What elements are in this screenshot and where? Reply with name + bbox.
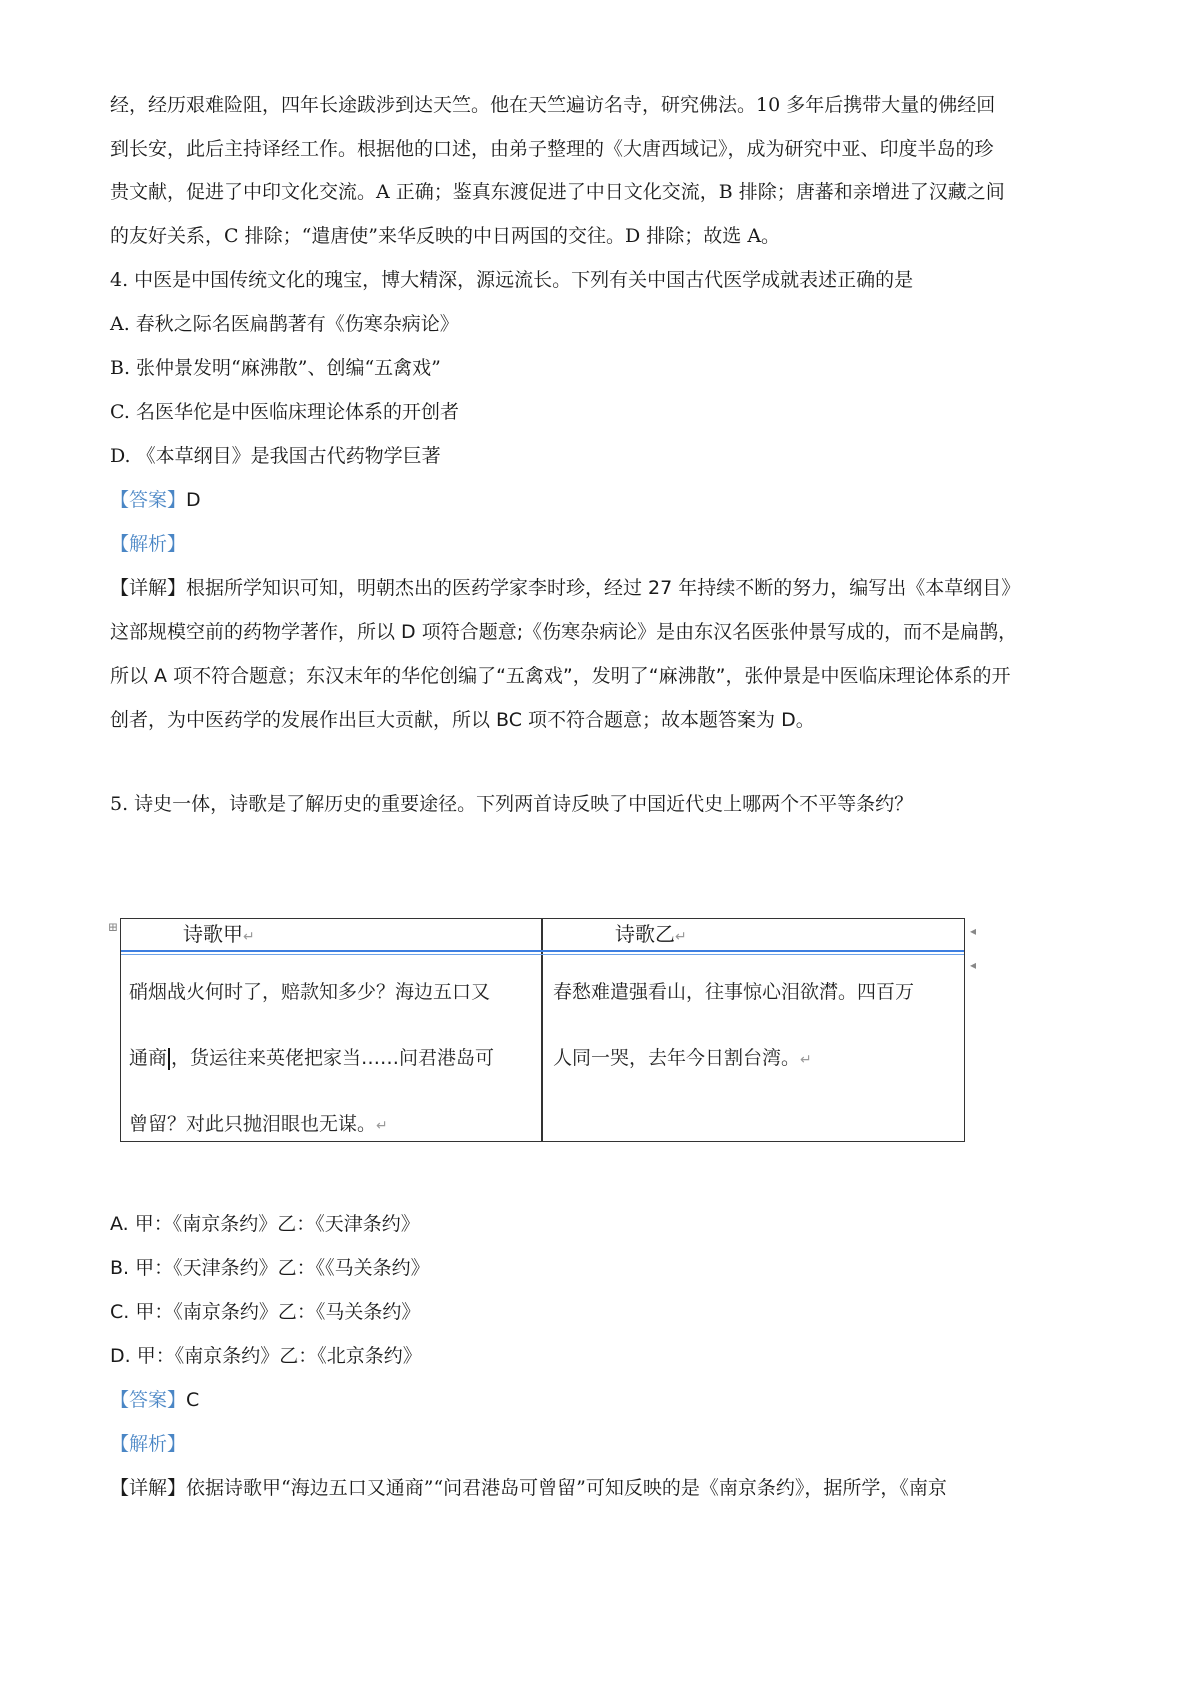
detail-text: 依据诗歌甲“海边五口又通商”“问君港岛可曾留”可知反映的是《南京条约》，据所学，《南京 (186, 1477, 947, 1499)
poem-a-body (129, 959, 539, 1159)
q4-analysis (110, 530, 186, 558)
table-column-divider (541, 919, 543, 1141)
q4-option-c: C. 名医华佗是中医临床理论体系的开创者 (110, 401, 459, 423)
paragraph-mark-icon: ↵ (243, 929, 255, 945)
answer-value: C (186, 1389, 200, 1411)
row-marker-icon: ◂ (970, 958, 977, 972)
table-header-border (121, 950, 964, 952)
poem-b-text: 人同一哭，去年今日割台湾。 (553, 1047, 801, 1069)
poem-b-line (553, 1025, 963, 1093)
paragraph-mark-icon: ↵ (675, 929, 687, 945)
question-5-text: 5. 诗史一体，诗歌是了解历史的重要途径。下列两首诗反映了中国近代史上哪两个不平等条约？ (110, 793, 914, 815)
table-move-handle-icon[interactable]: ⊞ (108, 920, 119, 934)
analysis-label: 【解析】 (110, 1433, 187, 1455)
row-marker-icon: ◂ (970, 924, 977, 938)
explanation-line: 贵文献，促进了中印文化交流。A 正确；鉴真东渡促进了中日文化交流，B 排除；唐蕃和亲增进了汉藏之间 (110, 181, 1005, 203)
poem-a-heading (183, 921, 255, 950)
poem-a-text: 曾留？对此只抛泪眼也无谋。 (129, 1113, 377, 1135)
q5-option-d: D. 甲：《南京条约》乙：《北京条约》 (110, 1345, 422, 1367)
poem-b-body (553, 959, 963, 1093)
q4-option-a: A. 春秋之际名医扁鹊著有《伤寒杂病论》 (110, 313, 459, 335)
answer-label: 【答案】 (110, 1389, 187, 1411)
table-header-border (121, 954, 964, 955)
detail-text: 根据所学知识可知，明朝杰出的医药学家李时珍，经过 27 年持续不断的努力，编写出《本草纲目》 (186, 577, 1021, 599)
poem-a-line (129, 1025, 539, 1091)
q4-option-d: D. 《本草纲目》是我国古代药物学巨著 (110, 445, 441, 467)
question-4-text: 4. 中医是中国传统文化的瑰宝，博大精深，源远流长。下列有关中国古代医学成就表述正确的是 (110, 269, 914, 291)
poem-a-line (129, 1091, 539, 1159)
text-cursor (168, 1048, 170, 1070)
poem-table (120, 918, 965, 1142)
poem-a-title: 诗歌甲 (183, 922, 243, 946)
explanation-line: 的友好关系，C 排除；“遣唐使”来华反映的中日两国的交往。D 排除；故选 A。 (110, 225, 781, 247)
q4-detail-line: 创者，为中医药学的发展作出巨大贡献，所以 BC 项不符合题意；故本题答案为 D。 (110, 709, 815, 731)
q4-answer (110, 486, 201, 514)
poem-b-heading (615, 921, 687, 950)
q5-analysis (110, 1430, 186, 1458)
poem-a-line: 硝烟战火何时了，赔款知多少？海边五口又 (129, 981, 491, 1003)
poem-b-title: 诗歌乙 (615, 922, 675, 946)
answer-value: D (186, 489, 201, 511)
q4-detail-line: 所以 A 项不符合题意；东汉末年的华佗创编了“五禽戏”，发明了“麻沸散”，张仲景是中医临床理论体系的开 (110, 665, 1011, 687)
poem-a-text: 通商 (129, 1047, 168, 1069)
q5-option-a: A. 甲：《南京条约》乙：《天津条约》 (110, 1213, 420, 1235)
poem-a-text: ，货运往来英佬把家当……问君港岛可 (171, 1047, 495, 1069)
explanation-line: 到长安，此后主持译经工作。根据他的口述，由弟子整理的《大唐西域记》，成为研究中亚、印度半岛的珍 (110, 138, 994, 160)
paragraph-mark-icon: ↵ (800, 1052, 812, 1068)
detail-label: 【详解】 (110, 1477, 187, 1499)
analysis-label: 【解析】 (110, 533, 187, 555)
q4-detail-line (110, 574, 1020, 602)
q5-answer (110, 1386, 199, 1414)
detail-label: 【详解】 (110, 577, 187, 599)
answer-label: 【答案】 (110, 489, 187, 511)
explanation-line: 经，经历艰难险阻，四年长途跋涉到达天竺。他在天竺遍访名寺，研究佛法。10 多年后携带大量的佛经回 (110, 94, 996, 116)
q4-detail-line: 这部规模空前的药物学著作，所以 D 项符合题意;《伤寒杂病论》是由东汉名医张仲景写成的，而不是扁鹊， (110, 621, 1018, 643)
q4-option-b: B. 张仲景发明“麻沸散”、创编“五禽戏” (110, 357, 441, 379)
q5-detail-line (110, 1474, 947, 1502)
paragraph-mark-icon: ↵ (376, 1118, 388, 1134)
poem-b-line: 春愁难遣强看山，往事惊心泪欲潸。四百万 (553, 981, 915, 1003)
q5-option-b: B. 甲：《天津条约》乙：《《马关条约》 (110, 1257, 430, 1279)
q5-option-c: C. 甲：《南京条约》乙：《马关条约》 (110, 1301, 421, 1323)
